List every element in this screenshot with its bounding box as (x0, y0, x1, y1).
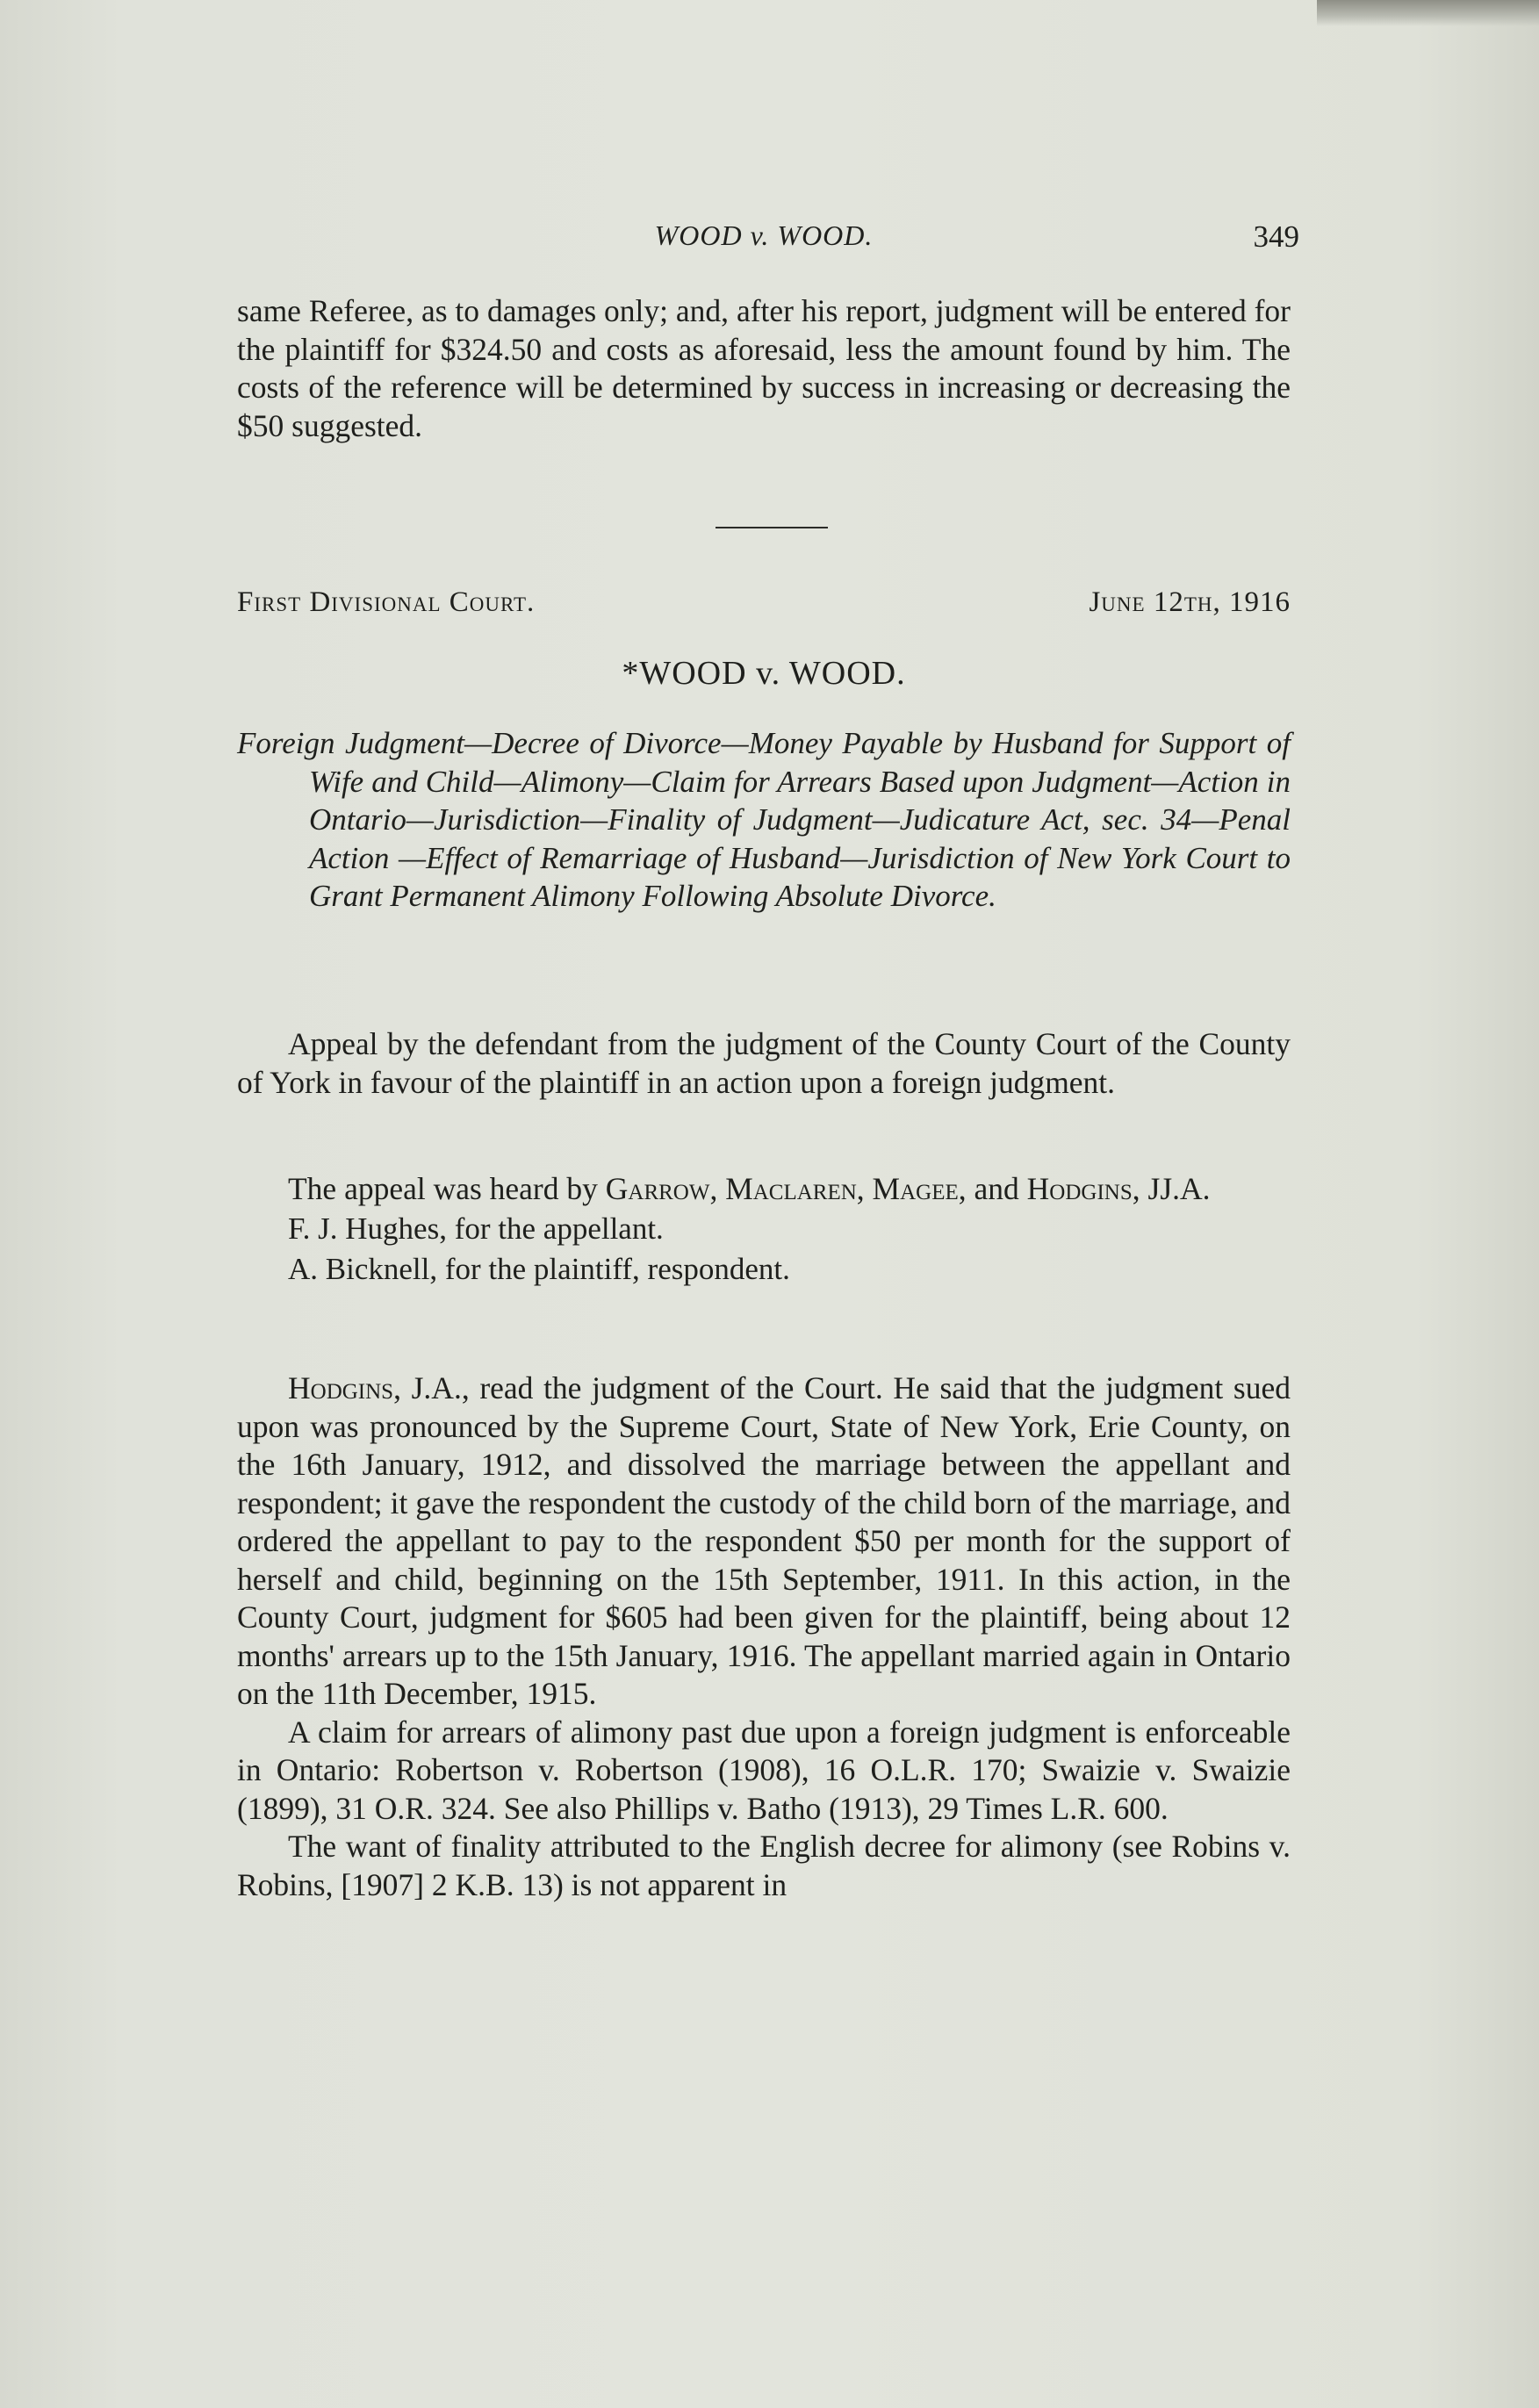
decision-date: June 12th, 1916 (1089, 586, 1291, 618)
court-line (237, 586, 1291, 619)
running-title: WOOD v. WOOD. (654, 219, 874, 251)
judgment-paragraph-3: The want of finality attributed to the English decree for alimony (see Robins v. Robins, [1907] 2 K.B. 13) is not apparent in (237, 1829, 1291, 1902)
judgment-paragraph-1-text: , J.A., read the judgment of the Court. He said that the judgment sued upon was pronounced by the Supreme Court, State of New York, Erie County, on the 16th January, 1912, and dissolved the marriage between the appellant and respondent; it gave the respondent the custody of the child born of the marriage, and ordered the appellant to pay to the respondent $50 per month for the support of herself and child, beginning on the 15th September, 1911. In this action, in the County Court, judgment for $605 had been given for the plaintiff, being about 12 months' arrears up to the 15th January, 1916. The appellant married again in Ontario on the 11th December, 1915. (237, 1370, 1291, 1711)
hearing-conjunction: and (966, 1171, 1027, 1206)
appeal-paragraph: Appeal by the defendant from the judgment of the County Court of the County of York in favour of the plaintiff in an action upon a foreign judgment. (237, 1026, 1291, 1100)
hearing-suffix: , JJ.A. (1132, 1171, 1211, 1206)
page-number: 349 (1253, 219, 1299, 254)
case-title: *WOOD v. WOOD. (622, 655, 906, 692)
hearing-paragraph (237, 1170, 1291, 1209)
running-head (237, 219, 1299, 259)
counsel-respondent: A. Bicknell, for the plaintiff, respondent. (288, 1251, 790, 1286)
appeal-block (237, 1025, 1291, 1102)
headnote: Foreign Judgment—Decree of Divorce—Money Payable by Husband for Support of Wife and Child—Alimony—Claim for Arrears Based upon Judgment—Action in Ontario—Jurisdiction—Finality of Judgment—Judicature Act, sec. 34—Penal Action —Effect of Remarriage of Husband—Jurisdiction of New York Court to Grant Permanent Alimony Following Absolute Divorce. (237, 726, 1291, 913)
judgment-paragraph-2: A claim for arrears of alimony past due upon a foreign judgment is enforceable in Ontario: Robertson v. Robertson (1908), 16 O.L.R. 170; Swaizie v. Swaizie (1899), 31 O.R. 324. See also Phillips v. Batho (1913), 29 Times L.R. 600. (237, 1714, 1291, 1826)
court-name: First Divisional Court. (237, 586, 536, 618)
judgment-block (237, 1369, 1291, 1904)
judgment-judge: Hodgins (288, 1370, 394, 1405)
counsel-appellant: F. J. Hughes, for the appellant. (288, 1211, 664, 1246)
hearing-judges: Garrow, Maclaren, Magee, (605, 1171, 967, 1206)
section-divider (716, 527, 828, 528)
judgment-paragraph-1 (237, 1369, 1291, 1714)
hearing-block (237, 1170, 1291, 1290)
hearing-last-judge: Hodgins (1026, 1171, 1133, 1206)
hearing-prefix: The appeal was heard by (288, 1171, 606, 1206)
opening-paragraph-block (237, 292, 1291, 445)
page-edge-shadow (1317, 0, 1539, 26)
opening-paragraph: same Referee, as to damages only; and, after his report, judgment will be entered for the plaintiff for $324.50 and costs as aforesaid, less the amount found by him. The costs of the reference will be determined by success in increasing or decreasing the $50 suggested. (237, 293, 1291, 443)
